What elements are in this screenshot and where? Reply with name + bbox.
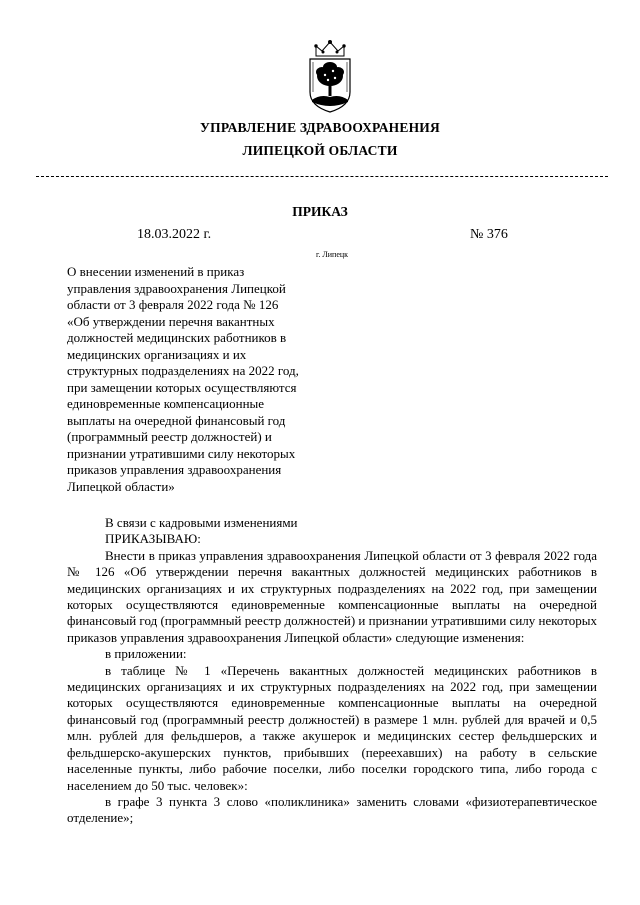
subject-line: единовременные компенсационные [67,396,265,411]
coat-of-arms-emblem [302,40,358,114]
body-paragraph-table: в таблице № 1 «Перечень вакантных должностей медицинских работников в медицинских организациях и их структурных подразделениях на 2022 год, при замещении которых осуществляются единовременные компенсационные выплаты на очередной финансовый год (программный реестр должностей) в размере 1 млн. рублей для врачей и 0,5 млн. рублей для фельдшеров, а также акушерок и медицинских сестер фельдшерских и фельдшерско-акушерских пунктов, прибывших (переехавших) на работу в сельские населенные пункты, либо рабочие поселки, либо поселки городского типа, либо города с населением до 50 тыс. человек»: [67,662,597,793]
subject-line: признании утратившими силу некоторых [67,445,296,461]
subject-line: при замещении которых осуществляются [67,379,297,395]
subject-line: приказов управления здравоохранения [67,462,282,477]
body-paragraph-appendix: в приложении: [105,646,187,662]
order-date: 18.03.2022 г. [137,227,212,242]
order-city: г. Липецк [315,250,349,259]
order-number: № 376 [470,227,508,242]
subject-line: «Об утверждении перечня вакантных [67,313,275,329]
subject-line: Липецкой области» [67,478,175,494]
subject-line: О внесении изменений в приказ [67,264,245,279]
order-subject [67,264,357,495]
organization-name-line2: ЛИПЕЦКОЙ ОБЛАСТИ [242,143,398,158]
subject-line: структурных подразделениях на 2022 год, [67,363,299,378]
body-paragraph-column: в графе 3 пункта 3 слово «поликлиника» заменить словами «физиотерапевтическое отделение»; [67,793,597,826]
subject-line: выплаты на очередной финансовый год [67,412,286,428]
body-paragraph-amend: Внести в приказ управления здравоохранения Липецкой области от 3 февраля 2022 года № 126 «Об утверждении перечня вакантных должностей медицинских работников в медицинских организациях и их структурных подразделениях на 2022 год, при замещении которых осуществляются единовременные компенсационные выплаты на очередной финансовый год (программный реестр должностей) и признании утратившими силу некоторых приказов управления здравоохранения Липецкой области» следующие изменения: [67,547,597,645]
document-title: ПРИКАЗ [292,204,348,219]
body-paragraph-reason: В связи с кадровыми изменениями [105,515,298,530]
body-paragraph-order: ПРИКАЗЫВАЮ: [105,531,201,547]
order-body [67,515,597,827]
subject-line: (программный реестр должностей) и [67,429,272,444]
subject-line: управления здравоохранения Липецкой [67,280,286,296]
subject-line: области от 3 февраля 2022 года № 126 [67,297,279,312]
subject-line: должностей медицинских работников в [67,330,287,345]
header-divider [36,176,608,177]
organization-name-line1: УПРАВЛЕНИЕ ЗДРАВООХРАНЕНИЯ [200,120,440,135]
subject-line: медицинских организациях и их [67,346,247,362]
